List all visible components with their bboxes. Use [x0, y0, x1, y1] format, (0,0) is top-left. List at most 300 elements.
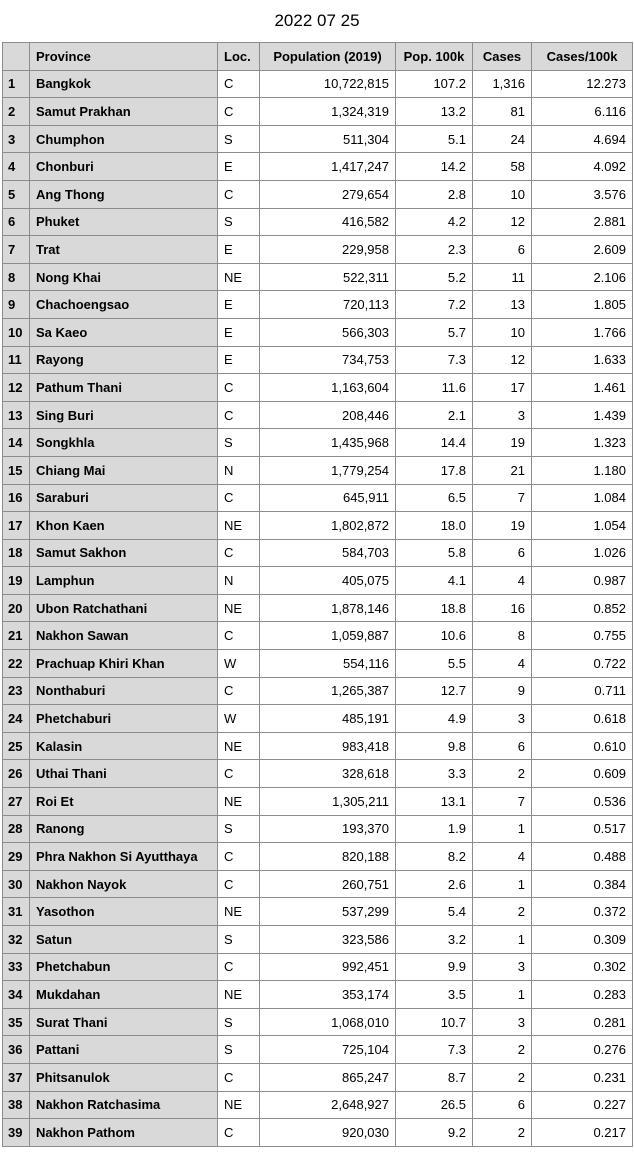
location-cell: N	[218, 456, 260, 484]
pop-100k-cell: 7.3	[396, 1036, 473, 1064]
cases-cell: 81	[473, 98, 532, 126]
cases-per-100k-cell: 0.302	[532, 953, 633, 981]
pop-100k-cell: 6.5	[396, 484, 473, 512]
population-cell: 983,418	[260, 732, 396, 760]
rank-cell: 22	[3, 650, 30, 678]
province-cell: Samut Sakhon	[30, 539, 218, 567]
location-cell: C	[218, 374, 260, 402]
table-row	[3, 815, 633, 843]
pop-100k-cell: 9.9	[396, 953, 473, 981]
province-cell: Phitsanulok	[30, 1063, 218, 1091]
table-row	[3, 153, 633, 181]
population-cell: 260,751	[260, 870, 396, 898]
cases-per-100k-cell: 1.180	[532, 456, 633, 484]
cases-cell: 58	[473, 153, 532, 181]
population-cell: 522,311	[260, 263, 396, 291]
table-row	[3, 898, 633, 926]
population-cell: 1,779,254	[260, 456, 396, 484]
province-cell: Chumphon	[30, 125, 218, 153]
province-cell: Prachuap Khiri Khan	[30, 650, 218, 678]
rank-cell: 28	[3, 815, 30, 843]
rank-cell: 33	[3, 953, 30, 981]
cases-cell: 7	[473, 484, 532, 512]
cases-cell: 10	[473, 180, 532, 208]
location-cell: C	[218, 760, 260, 788]
province-cell: Nakhon Sawan	[30, 622, 218, 650]
rank-cell: 17	[3, 512, 30, 540]
province-cell: Trat	[30, 236, 218, 264]
table-row	[3, 926, 633, 954]
population-cell: 1,435,968	[260, 429, 396, 457]
cases-per-100k-cell: 1.054	[532, 512, 633, 540]
cases-cell: 4	[473, 843, 532, 871]
location-cell: S	[218, 125, 260, 153]
cases-per-100k-cell: 0.372	[532, 898, 633, 926]
cases-cell: 13	[473, 291, 532, 319]
cases-cell: 19	[473, 429, 532, 457]
pop-100k-cell: 13.1	[396, 788, 473, 816]
cases-cell: 19	[473, 512, 532, 540]
rank-cell: 8	[3, 263, 30, 291]
header-pop-100k: Pop. 100k	[396, 43, 473, 71]
pop-100k-cell: 2.1	[396, 401, 473, 429]
cases-cell: 24	[473, 125, 532, 153]
location-cell: E	[218, 236, 260, 264]
population-cell: 229,958	[260, 236, 396, 264]
location-cell: N	[218, 567, 260, 595]
pop-100k-cell: 12.7	[396, 677, 473, 705]
population-cell: 485,191	[260, 705, 396, 733]
table-body	[3, 70, 633, 1146]
table-row	[3, 843, 633, 871]
population-cell: 511,304	[260, 125, 396, 153]
province-cell: Phra Nakhon Si Ayutthaya	[30, 843, 218, 871]
rank-cell: 31	[3, 898, 30, 926]
population-cell: 279,654	[260, 180, 396, 208]
population-cell: 1,265,387	[260, 677, 396, 705]
cases-cell: 1	[473, 815, 532, 843]
population-cell: 208,446	[260, 401, 396, 429]
table-row	[3, 594, 633, 622]
population-cell: 554,116	[260, 650, 396, 678]
province-cell: Songkhla	[30, 429, 218, 457]
table-title: 2022 07 25	[274, 11, 360, 30]
header-rank	[3, 43, 30, 71]
rank-cell: 19	[3, 567, 30, 595]
cases-per-100k-cell: 6.116	[532, 98, 633, 126]
location-cell: S	[218, 815, 260, 843]
cases-cell: 2	[473, 1119, 532, 1147]
population-cell: 1,878,146	[260, 594, 396, 622]
cases-per-100k-cell: 0.217	[532, 1119, 633, 1147]
table-row	[3, 346, 633, 374]
population-cell: 537,299	[260, 898, 396, 926]
table-row	[3, 1119, 633, 1147]
pop-100k-cell: 5.8	[396, 539, 473, 567]
cases-per-100k-cell: 1.084	[532, 484, 633, 512]
population-cell: 584,703	[260, 539, 396, 567]
location-cell: S	[218, 1008, 260, 1036]
table-row	[3, 429, 633, 457]
cases-per-100k-cell: 0.309	[532, 926, 633, 954]
pop-100k-cell: 17.8	[396, 456, 473, 484]
cases-per-100k-cell: 0.610	[532, 732, 633, 760]
cases-cell: 6	[473, 1091, 532, 1119]
cases-cell: 10	[473, 318, 532, 346]
cases-per-100k-cell: 1.461	[532, 374, 633, 402]
population-cell: 1,163,604	[260, 374, 396, 402]
pop-100k-cell: 8.7	[396, 1063, 473, 1091]
population-cell: 2,648,927	[260, 1091, 396, 1119]
population-cell: 645,911	[260, 484, 396, 512]
table-row	[3, 401, 633, 429]
table-row	[3, 125, 633, 153]
cases-per-100k-cell: 0.722	[532, 650, 633, 678]
location-cell: W	[218, 650, 260, 678]
population-cell: 328,618	[260, 760, 396, 788]
cases-per-100k-cell: 2.609	[532, 236, 633, 264]
cases-per-100k-cell: 0.852	[532, 594, 633, 622]
cases-per-100k-cell: 1.766	[532, 318, 633, 346]
population-cell: 353,174	[260, 981, 396, 1009]
cases-cell: 1	[473, 981, 532, 1009]
population-cell: 1,068,010	[260, 1008, 396, 1036]
rank-cell: 25	[3, 732, 30, 760]
rank-cell: 24	[3, 705, 30, 733]
province-cell: Yasothon	[30, 898, 218, 926]
cases-cell: 2	[473, 898, 532, 926]
location-cell: W	[218, 705, 260, 733]
rank-cell: 37	[3, 1063, 30, 1091]
cases-per-100k-cell: 0.517	[532, 815, 633, 843]
province-cell: Nakhon Pathom	[30, 1119, 218, 1147]
location-cell: E	[218, 346, 260, 374]
cases-per-100k-cell: 0.281	[532, 1008, 633, 1036]
location-cell: NE	[218, 981, 260, 1009]
rank-cell: 3	[3, 125, 30, 153]
province-cell: Kalasin	[30, 732, 218, 760]
rank-cell: 27	[3, 788, 30, 816]
province-cell: Nong Khai	[30, 263, 218, 291]
location-cell: S	[218, 1036, 260, 1064]
cases-per-100k-cell: 0.987	[532, 567, 633, 595]
province-cell: Saraburi	[30, 484, 218, 512]
pop-100k-cell: 5.2	[396, 263, 473, 291]
cases-per-100k-cell: 1.805	[532, 291, 633, 319]
table-row	[3, 1008, 633, 1036]
rank-cell: 15	[3, 456, 30, 484]
table-row	[3, 512, 633, 540]
pop-100k-cell: 9.2	[396, 1119, 473, 1147]
rank-cell: 30	[3, 870, 30, 898]
cases-per-100k-cell: 0.384	[532, 870, 633, 898]
province-cell: Rayong	[30, 346, 218, 374]
cases-cell: 16	[473, 594, 532, 622]
location-cell: C	[218, 622, 260, 650]
population-cell: 1,305,211	[260, 788, 396, 816]
pop-100k-cell: 2.8	[396, 180, 473, 208]
cases-per-100k-cell: 1.026	[532, 539, 633, 567]
pop-100k-cell: 26.5	[396, 1091, 473, 1119]
cases-cell: 11	[473, 263, 532, 291]
table-row	[3, 70, 633, 98]
province-cell: Satun	[30, 926, 218, 954]
cases-cell: 1	[473, 926, 532, 954]
province-cell: Pathum Thani	[30, 374, 218, 402]
pop-100k-cell: 2.3	[396, 236, 473, 264]
province-cell: Pattani	[30, 1036, 218, 1064]
location-cell: S	[218, 926, 260, 954]
rank-cell: 10	[3, 318, 30, 346]
table-row	[3, 291, 633, 319]
table-row	[3, 208, 633, 236]
location-cell: NE	[218, 512, 260, 540]
cases-cell: 6	[473, 539, 532, 567]
location-cell: C	[218, 843, 260, 871]
rank-cell: 36	[3, 1036, 30, 1064]
location-cell: C	[218, 870, 260, 898]
pop-100k-cell: 4.1	[396, 567, 473, 595]
cases-cell: 12	[473, 208, 532, 236]
province-cell: Mukdahan	[30, 981, 218, 1009]
population-cell: 734,753	[260, 346, 396, 374]
population-cell: 10,722,815	[260, 70, 396, 98]
table-row	[3, 870, 633, 898]
rank-cell: 9	[3, 291, 30, 319]
table-row	[3, 788, 633, 816]
rank-cell: 21	[3, 622, 30, 650]
rank-cell: 34	[3, 981, 30, 1009]
location-cell: NE	[218, 1091, 260, 1119]
location-cell: NE	[218, 732, 260, 760]
rank-cell: 35	[3, 1008, 30, 1036]
population-cell: 1,417,247	[260, 153, 396, 181]
location-cell: E	[218, 153, 260, 181]
table-row	[3, 953, 633, 981]
province-cases-table	[2, 42, 633, 1147]
cases-cell: 9	[473, 677, 532, 705]
cases-per-100k-cell: 4.092	[532, 153, 633, 181]
pop-100k-cell: 9.8	[396, 732, 473, 760]
population-cell: 720,113	[260, 291, 396, 319]
population-cell: 193,370	[260, 815, 396, 843]
cases-per-100k-cell: 4.694	[532, 125, 633, 153]
province-cell: Roi Et	[30, 788, 218, 816]
population-cell: 1,059,887	[260, 622, 396, 650]
pop-100k-cell: 8.2	[396, 843, 473, 871]
rank-cell: 32	[3, 926, 30, 954]
cases-per-100k-cell: 1.633	[532, 346, 633, 374]
pop-100k-cell: 5.5	[396, 650, 473, 678]
cases-per-100k-cell: 0.618	[532, 705, 633, 733]
rank-cell: 29	[3, 843, 30, 871]
table-row	[3, 760, 633, 788]
pop-100k-cell: 13.2	[396, 98, 473, 126]
table-row	[3, 650, 633, 678]
table-row	[3, 981, 633, 1009]
population-cell: 416,582	[260, 208, 396, 236]
cases-cell: 3	[473, 953, 532, 981]
location-cell: C	[218, 98, 260, 126]
cases-per-100k-cell: 1.439	[532, 401, 633, 429]
location-cell: NE	[218, 594, 260, 622]
cases-cell: 12	[473, 346, 532, 374]
cases-per-100k-cell: 2.881	[532, 208, 633, 236]
rank-cell: 38	[3, 1091, 30, 1119]
population-cell: 920,030	[260, 1119, 396, 1147]
rank-cell: 12	[3, 374, 30, 402]
cases-per-100k-cell: 0.283	[532, 981, 633, 1009]
pop-100k-cell: 2.6	[396, 870, 473, 898]
pop-100k-cell: 5.1	[396, 125, 473, 153]
population-cell: 1,802,872	[260, 512, 396, 540]
location-cell: C	[218, 1063, 260, 1091]
cases-cell: 7	[473, 788, 532, 816]
cases-per-100k-cell: 0.755	[532, 622, 633, 650]
rank-cell: 23	[3, 677, 30, 705]
pop-100k-cell: 11.6	[396, 374, 473, 402]
location-cell: E	[218, 291, 260, 319]
cases-cell: 2	[473, 760, 532, 788]
pop-100k-cell: 3.2	[396, 926, 473, 954]
table-row	[3, 456, 633, 484]
cases-cell: 4	[473, 567, 532, 595]
table-row	[3, 484, 633, 512]
pop-100k-cell: 107.2	[396, 70, 473, 98]
province-cell: Phetchaburi	[30, 705, 218, 733]
rank-cell: 7	[3, 236, 30, 264]
cases-cell: 17	[473, 374, 532, 402]
table-row	[3, 705, 633, 733]
population-cell: 323,586	[260, 926, 396, 954]
location-cell: S	[218, 208, 260, 236]
table-row	[3, 622, 633, 650]
province-cell: Uthai Thani	[30, 760, 218, 788]
table-row	[3, 263, 633, 291]
province-cell: Nonthaburi	[30, 677, 218, 705]
header-population: Population (2019)	[260, 43, 396, 71]
table-row	[3, 677, 633, 705]
pop-100k-cell: 7.2	[396, 291, 473, 319]
pop-100k-cell: 18.8	[396, 594, 473, 622]
cases-cell: 3	[473, 705, 532, 733]
pop-100k-cell: 4.9	[396, 705, 473, 733]
pop-100k-cell: 3.3	[396, 760, 473, 788]
location-cell: E	[218, 318, 260, 346]
table-row	[3, 180, 633, 208]
population-cell: 725,104	[260, 1036, 396, 1064]
cases-per-100k-cell: 12.273	[532, 70, 633, 98]
cases-cell: 6	[473, 732, 532, 760]
cases-cell: 4	[473, 650, 532, 678]
cases-per-100k-cell: 3.576	[532, 180, 633, 208]
pop-100k-cell: 7.3	[396, 346, 473, 374]
cases-cell: 8	[473, 622, 532, 650]
table-row	[3, 567, 633, 595]
province-cell: Sing Buri	[30, 401, 218, 429]
rank-cell: 26	[3, 760, 30, 788]
pop-100k-cell: 10.6	[396, 622, 473, 650]
pop-100k-cell: 5.4	[396, 898, 473, 926]
location-cell: C	[218, 1119, 260, 1147]
population-cell: 566,303	[260, 318, 396, 346]
rank-cell: 1	[3, 70, 30, 98]
rank-cell: 5	[3, 180, 30, 208]
location-cell: NE	[218, 898, 260, 926]
header-cases: Cases	[473, 43, 532, 71]
cases-cell: 3	[473, 401, 532, 429]
cases-per-100k-cell: 0.609	[532, 760, 633, 788]
rank-cell: 16	[3, 484, 30, 512]
population-cell: 820,188	[260, 843, 396, 871]
population-cell: 405,075	[260, 567, 396, 595]
province-cell: Chachoengsao	[30, 291, 218, 319]
cases-cell: 3	[473, 1008, 532, 1036]
table-row	[3, 539, 633, 567]
location-cell: NE	[218, 263, 260, 291]
cases-cell: 1,316	[473, 70, 532, 98]
province-cell: Nakhon Ratchasima	[30, 1091, 218, 1119]
table-row	[3, 374, 633, 402]
location-cell: C	[218, 953, 260, 981]
province-cell: Bangkok	[30, 70, 218, 98]
header-location: Loc.	[218, 43, 260, 71]
province-cell: Lamphun	[30, 567, 218, 595]
pop-100k-cell: 10.7	[396, 1008, 473, 1036]
cases-per-100k-cell: 2.106	[532, 263, 633, 291]
rank-cell: 20	[3, 594, 30, 622]
location-cell: C	[218, 401, 260, 429]
pop-100k-cell: 18.0	[396, 512, 473, 540]
pop-100k-cell: 1.9	[396, 815, 473, 843]
province-cell: Phuket	[30, 208, 218, 236]
cases-cell: 2	[473, 1063, 532, 1091]
header-cases-per-100k: Cases/100k	[532, 43, 633, 71]
pop-100k-cell: 14.4	[396, 429, 473, 457]
table-row	[3, 732, 633, 760]
pop-100k-cell: 14.2	[396, 153, 473, 181]
cases-cell: 2	[473, 1036, 532, 1064]
cases-per-100k-cell: 0.276	[532, 1036, 633, 1064]
pop-100k-cell: 5.7	[396, 318, 473, 346]
cases-cell: 1	[473, 870, 532, 898]
cases-per-100k-cell: 0.711	[532, 677, 633, 705]
pop-100k-cell: 3.5	[396, 981, 473, 1009]
rank-cell: 14	[3, 429, 30, 457]
province-cell: Surat Thani	[30, 1008, 218, 1036]
population-cell: 865,247	[260, 1063, 396, 1091]
province-cell: Sa Kaeo	[30, 318, 218, 346]
location-cell: C	[218, 484, 260, 512]
cases-per-100k-cell: 0.227	[532, 1091, 633, 1119]
province-cell: Samut Prakhan	[30, 98, 218, 126]
population-cell: 1,324,319	[260, 98, 396, 126]
pop-100k-cell: 4.2	[396, 208, 473, 236]
cases-per-100k-cell: 0.231	[532, 1063, 633, 1091]
location-cell: C	[218, 677, 260, 705]
table-row	[3, 318, 633, 346]
location-cell: C	[218, 70, 260, 98]
cases-per-100k-cell: 0.488	[532, 843, 633, 871]
province-cell: Chiang Mai	[30, 456, 218, 484]
cases-per-100k-cell: 1.323	[532, 429, 633, 457]
rank-cell: 18	[3, 539, 30, 567]
province-cell: Ang Thong	[30, 180, 218, 208]
cases-cell: 21	[473, 456, 532, 484]
province-cell: Nakhon Nayok	[30, 870, 218, 898]
cases-per-100k-cell: 0.536	[532, 788, 633, 816]
province-cell: Ubon Ratchathani	[30, 594, 218, 622]
